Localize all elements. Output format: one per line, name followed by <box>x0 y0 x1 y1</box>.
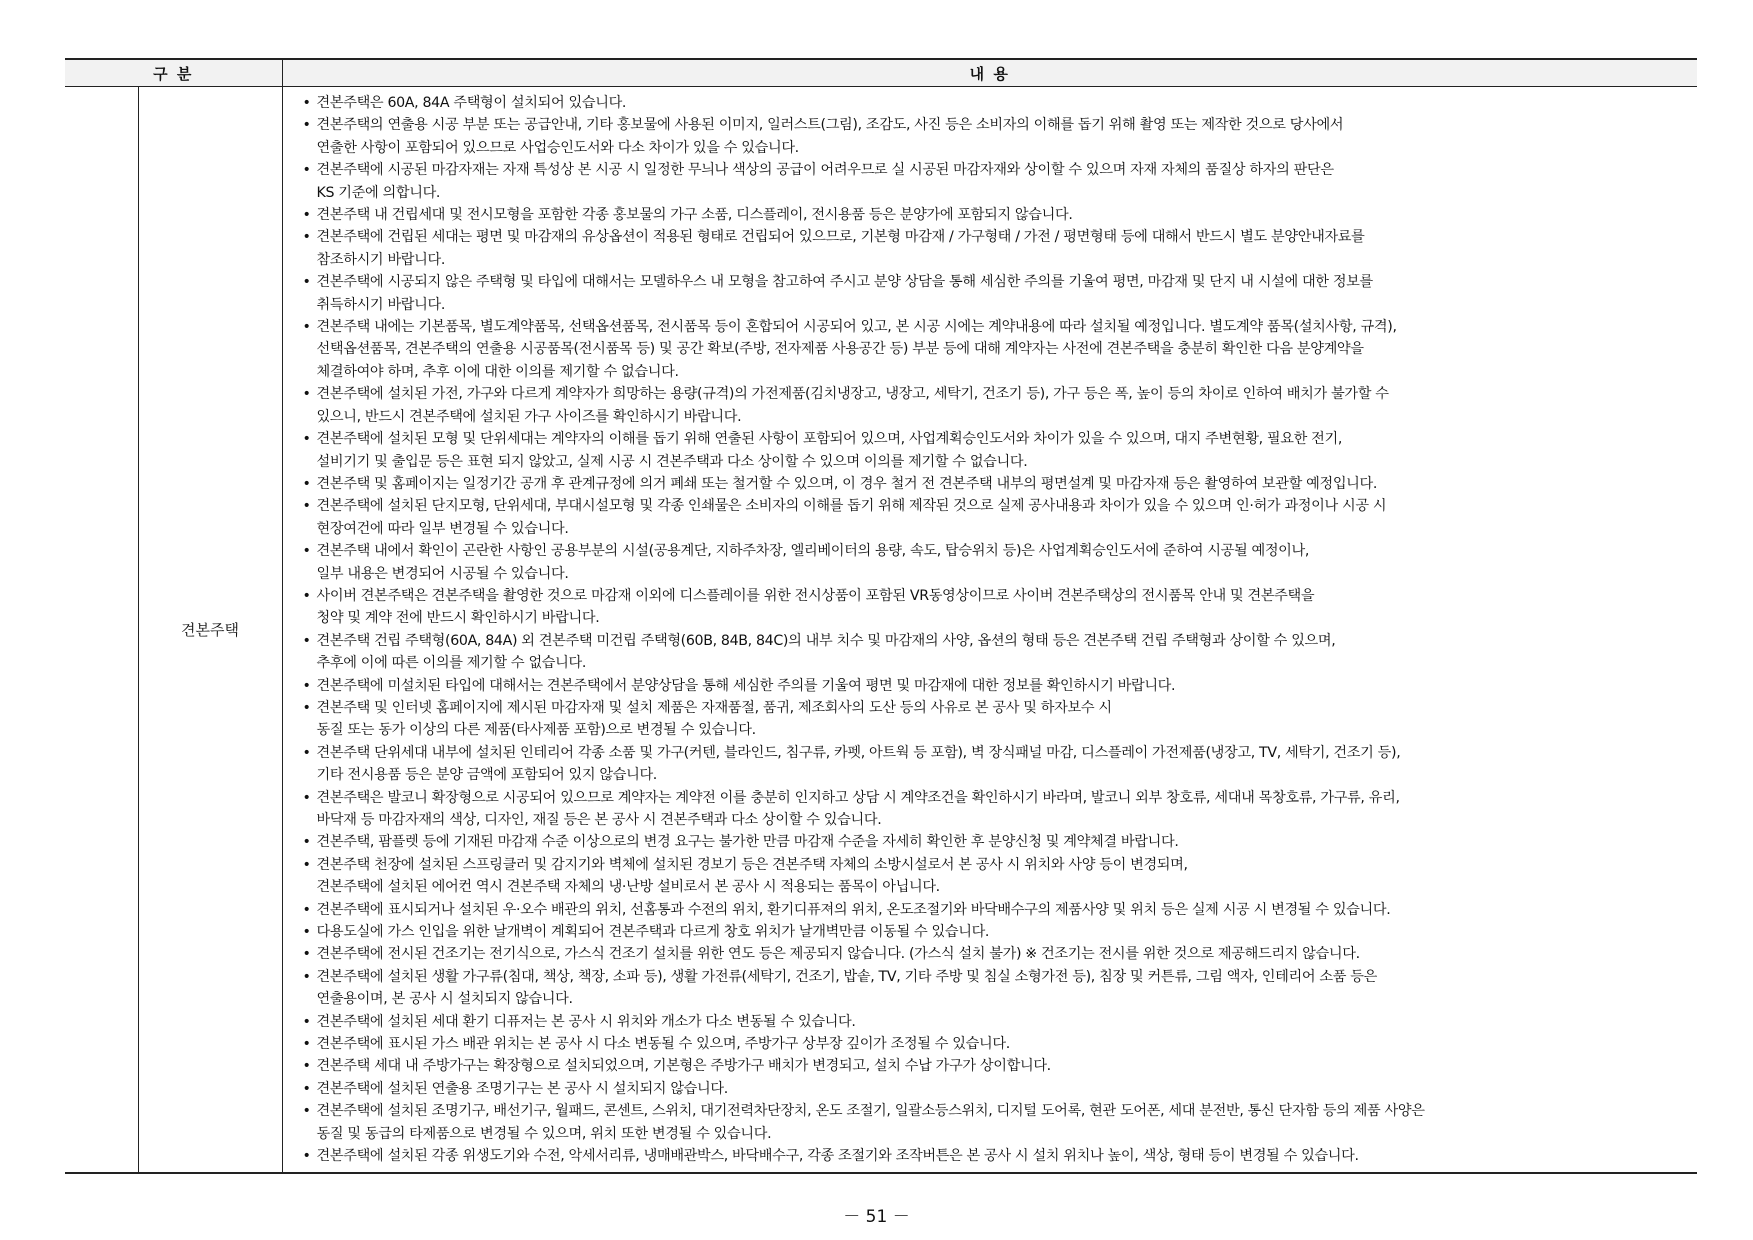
notice-item: • 견본주택 단위세대 내부에 설치된 인테리어 각종 소품 및 가구(커텐, 블라인드, 침구류, 카펫, 아트웍 등 포함), 벽 장식패널 마감, 디스플레이 가전제품(냉장고, TV, 세탁기, 건조기 등), 기타 전시용품 등은 분양 금액에 포함되어 있지 않습니다. <box>303 742 1689 787</box>
notice-item: • 견본주택에 설치된 세대 환기 디퓨저는 본 공사 시 위치와 개소가 다소 변동될 수 있습니다. <box>303 1011 1689 1033</box>
notice-item: • 견본주택에 설치된 생활 가구류(침대, 책상, 책장, 소파 등), 생활 가전류(세탁기, 건조기, 밥솥, TV, 기타 주방 및 침실 소형가전 등), 침장 및 커튼류, 그림 액자, 인테리어 소품 등은 연출용이며, 본 공사 시 설치되지 않습니다. <box>303 966 1689 1011</box>
notice-item: • 다용도실에 가스 인입을 위한 날개벽이 계획되어 견본주택과 다르게 창호 위치가 날개벽만큼 이동될 수 있습니다. <box>303 921 1689 943</box>
notice-item: • 견본주택에 시공된 마감자재는 자재 특성상 본 시공 시 일정한 무늬나 색상의 공급이 어려우므로 실 시공된 마감자재와 상이할 수 있으며 자재 자체의 품질상 하자의 판단은 KS 기준에 의합니다. <box>303 159 1689 204</box>
notice-item: • 견본주택에 설치된 각종 위생도기와 수전, 악세서리류, 냉매배관박스, 바닥배수구, 각종 조절기와 조작버튼은 본 공사 시 설치 위치나 높이, 색상, 형태 등이 변경될 수 있습니다. <box>303 1145 1689 1167</box>
notice-item: • 견본주택 내에서 확인이 곤란한 사항인 공용부분의 시설(공용계단, 지하주차장, 엘리베이터의 용량, 속도, 탑승위치 등)은 사업계획승인도서에 준하여 시공될 예정이나, 일부 내용은 변경되어 시공될 수 있습니다. <box>303 540 1689 585</box>
notice-item: • 견본주택에 설치된 단지모형, 단위세대, 부대시설모형 및 각종 인쇄물은 소비자의 이해를 돕기 위해 제작된 것으로 실제 공사내용과 차이가 있을 수 있으며 인·허가 과정이나 시공 시 현장여건에 따라 일부 변경될 수 있습니다. <box>303 495 1689 540</box>
notice-item: • 견본주택에 표시된 가스 배관 위치는 본 공사 시 다소 변동될 수 있으며, 주방가구 상부장 깊이가 조정될 수 있습니다. <box>303 1033 1689 1055</box>
page-number: － 51 － <box>843 1207 910 1227</box>
table-row <box>65 87 1697 1173</box>
notice-item: • 견본주택에 설치된 가전, 가구와 다르게 계약자가 희망하는 용량(규격)의 가전제품(김치냉장고, 냉장고, 세탁기, 건조기 등), 가구 등은 폭, 높이 등의 차이로 인하여 배치가 불가할 수 있으니, 반드시 견본주택에 설치된 가구 사이즈를 확인하시기 바랍니다. <box>303 383 1689 428</box>
notice-item: • 견본주택에 설치된 모형 및 단위세대는 계약자의 이해를 돕기 위해 연출된 사항이 포함되어 있으며, 사업계획승인도서와 차이가 있을 수 있으며, 대지 주변현황, 필요한 전기, 설비기기 및 출입문 등은 표현 되지 않았고, 실제 시공 시 견본주택과 다소 상이할 수 있으며 이의를 제기할 수 없습니다. <box>303 428 1689 473</box>
notice-item: • 견본주택 내 건립세대 및 전시모형을 포함한 각종 홍보물의 가구 소품, 디스플레이, 전시용품 등은 분양가에 포함되지 않습니다. <box>303 204 1689 226</box>
category-header: 구 분 <box>65 59 282 87</box>
notice-item: • 견본주택은 60A, 84A 주택형이 설치되어 있습니다. <box>303 92 1689 114</box>
notice-item: • 견본주택에 설치된 조명기구, 배선기구, 월패드, 콘센트, 스위치, 대기전력차단장치, 온도 조절기, 일괄소등스위치, 디지털 도어록, 현관 도어폰, 세대 분전반, 통신 단자함 등의 제품 사양은 동질 및 동급의 타제품으로 변경될 수 있으며, 위치 또한 변경될 수 있습니다. <box>303 1100 1689 1145</box>
notice-item: • 견본주택 세대 내 주방가구는 확장형으로 설치되었으며, 기본형은 주방가구 배치가 변경되고, 설치 수납 가구가 상이합니다. <box>303 1055 1689 1077</box>
notice-item: • 견본주택 내에는 기본품목, 별도계약품목, 선택옵션품목, 전시품목 등이 혼합되어 시공되어 있고, 본 시공 시에는 계약내용에 따라 설치될 예정입니다. 별도계약 품목(설치사항, 규격), 선택옵션품목, 견본주택의 연출용 시공품목(전시품목 등) 및 공간 확보(주방, 전자제품 사용공간 등) 부분 등에 대해 계약자는 사전에 견본주택을 충분히 확인한 다음 분양계약을 체결하여야 하며, 추후 이에 대한 이의를 제기할 수 없습니다. <box>303 316 1689 383</box>
notice-item: • 견본주택에 미설치된 타입에 대해서는 견본주택에서 분양상담을 통해 세심한 주의를 기울여 평면 및 마감재에 대한 정보를 확인하시기 바랍니다. <box>303 675 1689 697</box>
notice-item: • 견본주택에 전시된 건조기는 전기식으로, 가스식 건조기 설치를 위한 연도 등은 제공되지 않습니다. (가스식 설치 불가) ※ 건조기는 전시를 위한 것으로 제공해드리지 않습니다. <box>303 943 1689 965</box>
empty-cell <box>65 87 138 1173</box>
notice-item: • 사이버 견본주택은 견본주택을 촬영한 것으로 마감재 이외에 디스플레이를 위한 전시상품이 포함된 VR동영상이므로 사이버 견본주택상의 전시품목 안내 및 견본주택을 청약 및 계약 전에 반드시 확인하시기 바랍니다. <box>303 585 1689 630</box>
notice-table <box>65 58 1697 1174</box>
notice-item: • 견본주택 천장에 설치된 스프링클러 및 감지기와 벽체에 설치된 경보기 등은 견본주택 자체의 소방시설로서 본 공사 시 위치와 사양 등이 변경되며, 견본주택에 설치된 에어컨 역시 견본주택 자체의 냉·난방 설비로서 본 공사 시 적용되는 품목이 아닙니다. <box>303 854 1689 899</box>
notice-item: • 견본주택의 연출용 시공 부분 또는 공급안내, 기타 홍보물에 사용된 이미지, 일러스트(그림), 조감도, 사진 등은 소비자의 이해를 돕기 위해 촬영 또는 제작한 것으로 당사에서 연출한 사항이 포함되어 있으므로 사업승인도서와 다소 차이가 있을 수 있습니다. <box>303 114 1689 159</box>
notice-item: • 견본주택에 건립된 세대는 평면 및 마감재의 유상옵션이 적용된 형태로 건립되어 있으므로, 기본형 마감재 / 가구형태 / 가전 / 평면형태 등에 대해서 반드시 별도 분양안내자료를 참조하시기 바랍니다. <box>303 226 1689 271</box>
notice-list <box>283 87 1697 1172</box>
notice-item: • 견본주택 및 홈페이지는 일정기간 공개 후 관계규정에 의거 폐쇄 또는 철거할 수 있으며, 이 경우 철거 전 견본주택 내부의 평면설계 및 마감자재 등은 촬영하여 보관할 예정입니다. <box>303 473 1689 495</box>
content-cell <box>282 87 1697 1173</box>
notice-item: • 견본주택에 시공되지 않은 주택형 및 타입에 대해서는 모델하우스 내 모형을 참고하여 주시고 분양 상담을 통해 세심한 주의를 기울여 평면, 마감재 및 단지 내 시설에 대한 정보를 취득하시기 바랍니다. <box>303 271 1689 316</box>
notice-item: • 견본주택, 팜플렛 등에 기재된 마감재 수준 이상으로의 변경 요구는 불가한 만큼 마감재 수준을 자세히 확인한 후 분양신청 및 계약체결 바랍니다. <box>303 831 1689 853</box>
content-header: 내 용 <box>282 59 1697 87</box>
notice-item: • 견본주택은 발코니 확장형으로 시공되어 있으므로 계약자는 계약전 이를 충분히 인지하고 상담 시 계약조건을 확인하시기 바라며, 발코니 외부 창호류, 세대내 목창호류, 가구류, 유리, 바닥재 등 마감자재의 색상, 디자인, 재질 등은 본 공사 시 견본주택과 다소 상이할 수 있습니다. <box>303 787 1689 832</box>
notice-item: • 견본주택에 설치된 연출용 조명기구는 본 공사 시 설치되지 않습니다. <box>303 1078 1689 1100</box>
notice-item: • 견본주택 및 인터넷 홈페이지에 제시된 마감자재 및 설치 제품은 자재품절, 품귀, 제조회사의 도산 등의 사유로 본 공사 및 하자보수 시 동질 또는 동가 이상의 다른 제품(타사제품 포함)으로 변경될 수 있습니다. <box>303 697 1689 742</box>
category-cell: 견본주택 <box>138 87 282 1173</box>
table-header-row <box>65 59 1697 87</box>
notice-item: • 견본주택 건립 주택형(60A, 84A) 외 견본주택 미건립 주택형(60B, 84B, 84C)의 내부 치수 및 마감재의 사양, 옵션의 형태 등은 견본주택 건립 주택형과 상이할 수 있으며, 추후에 이에 따른 이의를 제기할 수 없습니다. <box>303 630 1689 675</box>
notice-item: • 견본주택에 표시되거나 설치된 우·오수 배관의 위치, 선홈통과 수전의 위치, 환기디퓨져의 위치, 온도조절기와 바닥배수구의 제품사양 및 위치 등은 실제 시공 시 변경될 수 있습니다. <box>303 899 1689 921</box>
